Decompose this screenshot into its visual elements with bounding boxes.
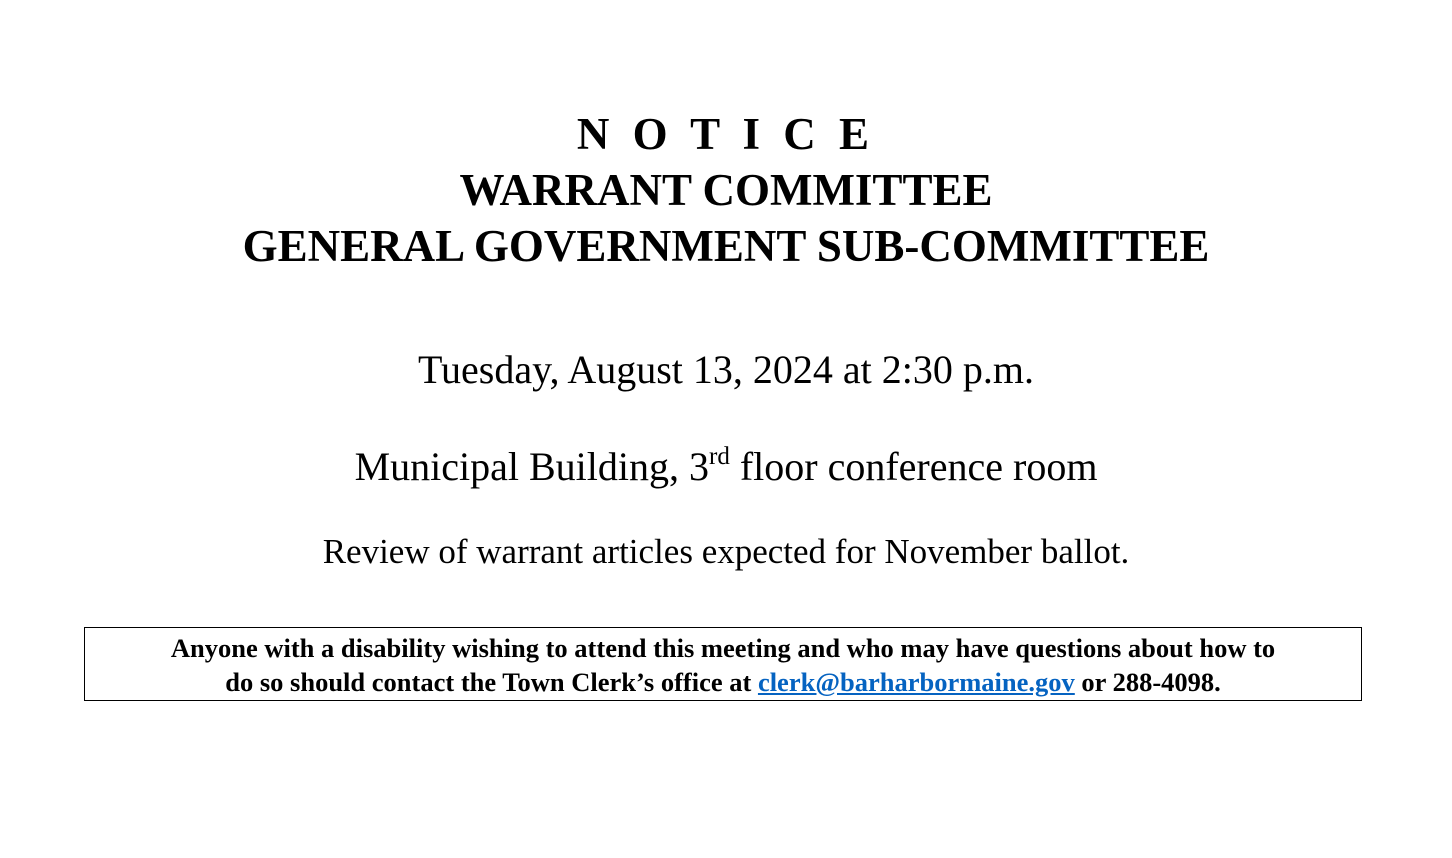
notice-title: N O T I C E: [576, 109, 876, 159]
accessibility-line-2: [85, 665, 1361, 699]
clerk-email-link[interactable]: clerk@barharbormaine.gov: [757, 667, 1075, 697]
meeting-agenda: Review of warrant articles expected for November ballot.: [322, 532, 1130, 571]
meeting-location: [0, 443, 1452, 489]
location-ordinal-suffix: rd: [709, 443, 730, 470]
subcommittee-title: GENERAL GOVERNMENT SUB-COMMITTEE: [242, 221, 1210, 271]
location-suffix: floor conference room: [729, 444, 1098, 489]
accessibility-line-2-prefix: do so should contact the Town Clerk’s office at: [225, 667, 758, 697]
location-prefix: Municipal Building, 3: [354, 444, 709, 489]
accessibility-line-1: Anyone with a disability wishing to attend this meeting and who may have questions about how to: [170, 633, 1276, 663]
meeting-datetime: Tuesday, August 13, 2024 at 2:30 p.m.: [418, 347, 1034, 392]
accessibility-notice-box: [84, 627, 1362, 701]
accessibility-line-2-suffix: or 288-4098.: [1074, 667, 1221, 697]
committee-title: WARRANT COMMITTEE: [459, 165, 993, 215]
